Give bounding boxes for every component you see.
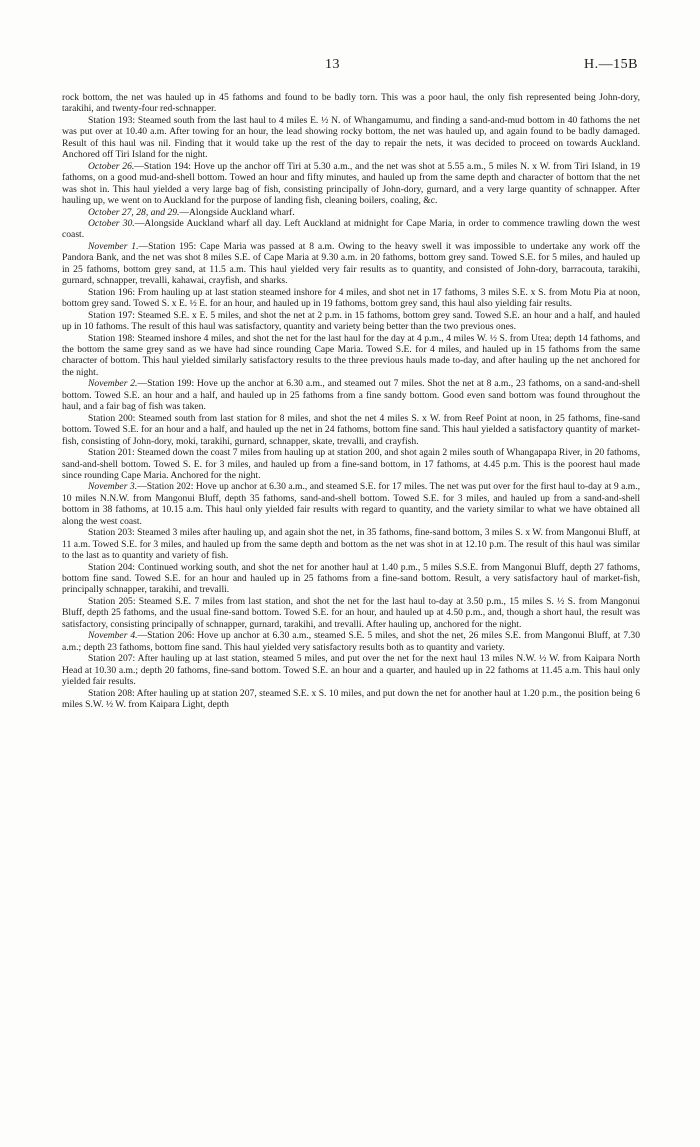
paragraph-text: Station 205: Steamed S.E. 7 miles from last station, and shot the net for the last haul to-day at 3.50 p.m., 15 miles S. ½ S. from Mangonui Bluff, depth 25 fathoms, and the usual fine-sand bottom. Towed S.E. for an hour, and hauled up at 4.50 p.m., and, though a short haul, the result was satisfactory, consisting principally of schnapper, gurnard, tarakihi, and trevalli. After hauling up, anchored for the night.: [62, 595, 640, 630]
paragraph-text: —Alongside Auckland wharf all day. Left Auckland at midnight for Cape Maria, in order to commence trawling down the west coast.: [62, 217, 641, 241]
paragraph-text: Station 198: Steamed inshore 4 miles, and shot the net for the last haul for the day at 4 p.m., 4 miles W. ½ S. from Utea; depth 14 fathoms, and the bottom the same grey sand as we have had since rounding Cape Maria. Towed S.E. for 4 miles, and hauled up in 15 fathoms from the same character of bottom. This haul yielded similarly satisfactory results to the three previous hauls made to-day, and after hauling up the net anchored for the night.: [62, 332, 640, 378]
paragraph: [62, 447, 640, 481]
entry-date: October 27, 28, and 29.: [88, 206, 180, 218]
paragraph: [62, 630, 640, 653]
paragraph-text: —Alongside Auckland wharf.: [179, 206, 295, 218]
report-body: [62, 92, 640, 710]
paragraph: [62, 413, 640, 447]
paragraph: [62, 218, 640, 241]
paragraph-text: Station 208: After hauling up at station 207, steamed S.E. x S. 10 miles, and put down the net for another haul at 1.20 p.m., the position being 6 miles S.W. ½ W. from Kaipara Light, depth: [62, 687, 640, 711]
paragraph: [62, 241, 640, 287]
page-header: [0, 57, 700, 77]
entry-date: November 4.: [88, 630, 138, 642]
paragraph: [62, 596, 640, 630]
paragraph: [62, 653, 640, 687]
paragraph-text: —Station 195: Cape Maria was passed at 8 a.m. Owing to the heavy swell it was impossible to undertake any work off the Pandora Bank, and the net was shot 8 miles S.E. of Cape Maria at 9.30 a.m. in 20 fathoms, bottom grey sand. Towed S.E. for 5 miles, and hauled up in 25 fathoms, bottom grey sand, at 11.5 a.m. This haul yielded very fair results as to quantity, and consisted of John-dory, barracouta, tarakihi, gurnard, schnapper, trevalli, kahawai, crayfish, and sharks.: [62, 240, 640, 287]
paragraph-text: —Station 202: Hove up anchor at 6.30 a.m., and steamed S.E. for 17 miles. The net was put over for the first haul to-day at 9 a.m., 10 miles N.N.W. from Mangonui Bluff, depth 35 fathoms, sand-and-shell bottom. Towed S.E. for 3 miles, and hauled up from a sand-and-shell bottom in 38 fathoms, at 10.15 a.m. This haul only yielded fair results with regard to quantity, and the variety similar to what we have obtained all along the west coast.: [62, 481, 640, 527]
paragraph: [62, 92, 640, 115]
paragraph-text: Station 196: From hauling up at last station steamed inshore for 4 miles, and shot net in 17 fathoms, 3 miles S.E. x S. from Motu Pia at noon, bottom grey sand. Towed S. x E. ½ E. for an hour, and hauled up in 19 fathoms, bottom grey sand, this haul also yielding fair results.: [62, 286, 640, 310]
paragraph-text: Station 203: Steamed 3 miles after hauling up, and again shot the net, in 35 fathoms, fine-sand bottom, 3 miles S. x W. from Mangonui Bluff, at 11 a.m. Towed S.E. for 3 miles, and hauled up from the same depth and bottom as the net was shot in at 12.10 p.m. The result of this haul was similar to the last as to quantity and variety of fish.: [62, 527, 640, 562]
entry-date: November 2.: [88, 378, 138, 390]
entry-date: October 30.: [88, 217, 135, 229]
paragraph-text: rock bottom, the net was hauled up in 45 fathoms and found to be badly torn. This was a poor haul, the only fish represented being John-dory, tarakihi, and twenty-four red-schnapper.: [62, 92, 640, 115]
paragraph-text: Station 197: Steamed S.E. x E. 5 miles, and shot the net at 2 p.m. in 15 fathoms, bottom grey sand. Towed S.E. an hour and a half, and hauled up in 10 fathoms. The result of this haul was satisfactory, quantity and variety being better than the two previous ones.: [62, 309, 640, 333]
paragraph-text: —Station 199: Hove up the anchor at 6.30 a.m., and steamed out 7 miles. Shot the net at 8 a.m., 23 fathoms, on a sand-and-shell bottom. Towed S.E. an hour and a half, and hauled up in 25 fathoms from a fine sandy bottom. Good even sand bottom was found throughout the haul, and a fair bag of fish was taken.: [62, 378, 640, 413]
paragraph-text: Station 200: Steamed south from last station for 8 miles, and shot the net 4 miles S. x W. from Reef Point at noon, in 25 fathoms, fine-sand bottom. Towed S.E. for an hour and a half, and hauled up the net in 24 fathoms, bottom fine sand. This haul yielded a satisfactory quantity of market-fish, consisting of John-dory, moki, tarakihi, gurnard, schnapper, skate, trevalli, and crayfish.: [62, 412, 640, 447]
paragraph: [62, 481, 640, 527]
paragraph: [62, 688, 640, 711]
entry-date: November 3.: [88, 481, 138, 493]
paragraph-text: Station 204: Continued working south, and shot the net for another haul at 1.40 p.m., 5 miles S.S.E. from Mangonui Bluff, depth 27 fathoms, bottom fine sand. Towed S.E. for an hour and hauled up in 25 fathoms from a fine-sand bottom. Result, a very satisfactory haul of market-fish, principally schnapper, tarakihi, and trevalli.: [62, 561, 640, 596]
paragraph: [62, 378, 640, 412]
document-reference: H.—15B: [584, 57, 638, 72]
paragraph: [62, 287, 640, 310]
entry-date: November 1.: [88, 240, 139, 252]
paragraph: [62, 562, 640, 596]
paragraph: [62, 115, 640, 161]
paragraph: [62, 161, 640, 207]
entry-date: October 26.: [88, 160, 135, 172]
paragraph-text: Station 193: Steamed south from the last haul to 4 miles E. ½ N. of Whangamumu, and finding a sand-and-mud bottom in 40 fathoms the net was put over at 10.40 a.m. After towing for an hour, the lead showing rocky bottom, the net was hauled up, and again found to be badly damaged. Result of this haul was nil. Finding that it would take up the rest of the day to repair the nets, it was decided to proceed on towards Auckland. Anchored off Tiri Island for the night.: [62, 114, 640, 161]
paragraph: [62, 527, 640, 561]
paragraph-text: Station 207: After hauling up at last station, steamed 5 miles, and put over the net for the next haul 13 miles N.W. ½ W. from Kaipara North Head at 10.30 a.m.; depth 20 fathoms, fine-sand bottom. Towed S.E. an hour and a quarter, and hauled up in 22 fathoms at 11.45 a.m. This haul only yielded fair results.: [62, 653, 640, 688]
paragraph-text: —Station 206: Hove up anchor at 6.30 a.m., steamed S.E. 5 miles, and shot the net, 26 miles S.E. from Mangonui Bluff, at 7.30 a.m.; depth 23 fathoms, bottom fine sand. This haul yielded very satisfactory results both as to quantity and variety.: [62, 630, 640, 653]
paragraph: [62, 207, 640, 218]
page-number: 13: [325, 57, 340, 72]
paragraph-text: —Station 194: Hove up the anchor off Tiri at 5.30 a.m., and the net was shot at 5.55 a.m., 5 miles N. x W. from Tiri Island, in 19 fathoms, on a good mud-and-shell bottom. Towed an hour and fifty minutes, and hauled up from the same depth and character of bottom that the net was shot in. This haul yielded a very large bag of fish, consisting principally of John-dory, gurnard, and a very large quantity of schnapper. After hauling up, we went on to Auckland for the purpose of landing fish, cleaning boilers, coaling, &c.: [62, 160, 640, 207]
paragraph-text: Station 201: Steamed down the coast 7 miles from hauling up at station 200, and shot again 2 miles south of Whangapapa River, in 20 fathoms, sand-and-shell bottom. Towed S. E. for 3 miles, and hauled up from a fine-sand bottom, in 17 fathoms, at 4.45 p.m. This is the poorest haul made since rounding Cape Maria. Anchored for the night.: [62, 447, 640, 481]
paragraph: [62, 310, 640, 333]
paragraph: [62, 333, 640, 379]
